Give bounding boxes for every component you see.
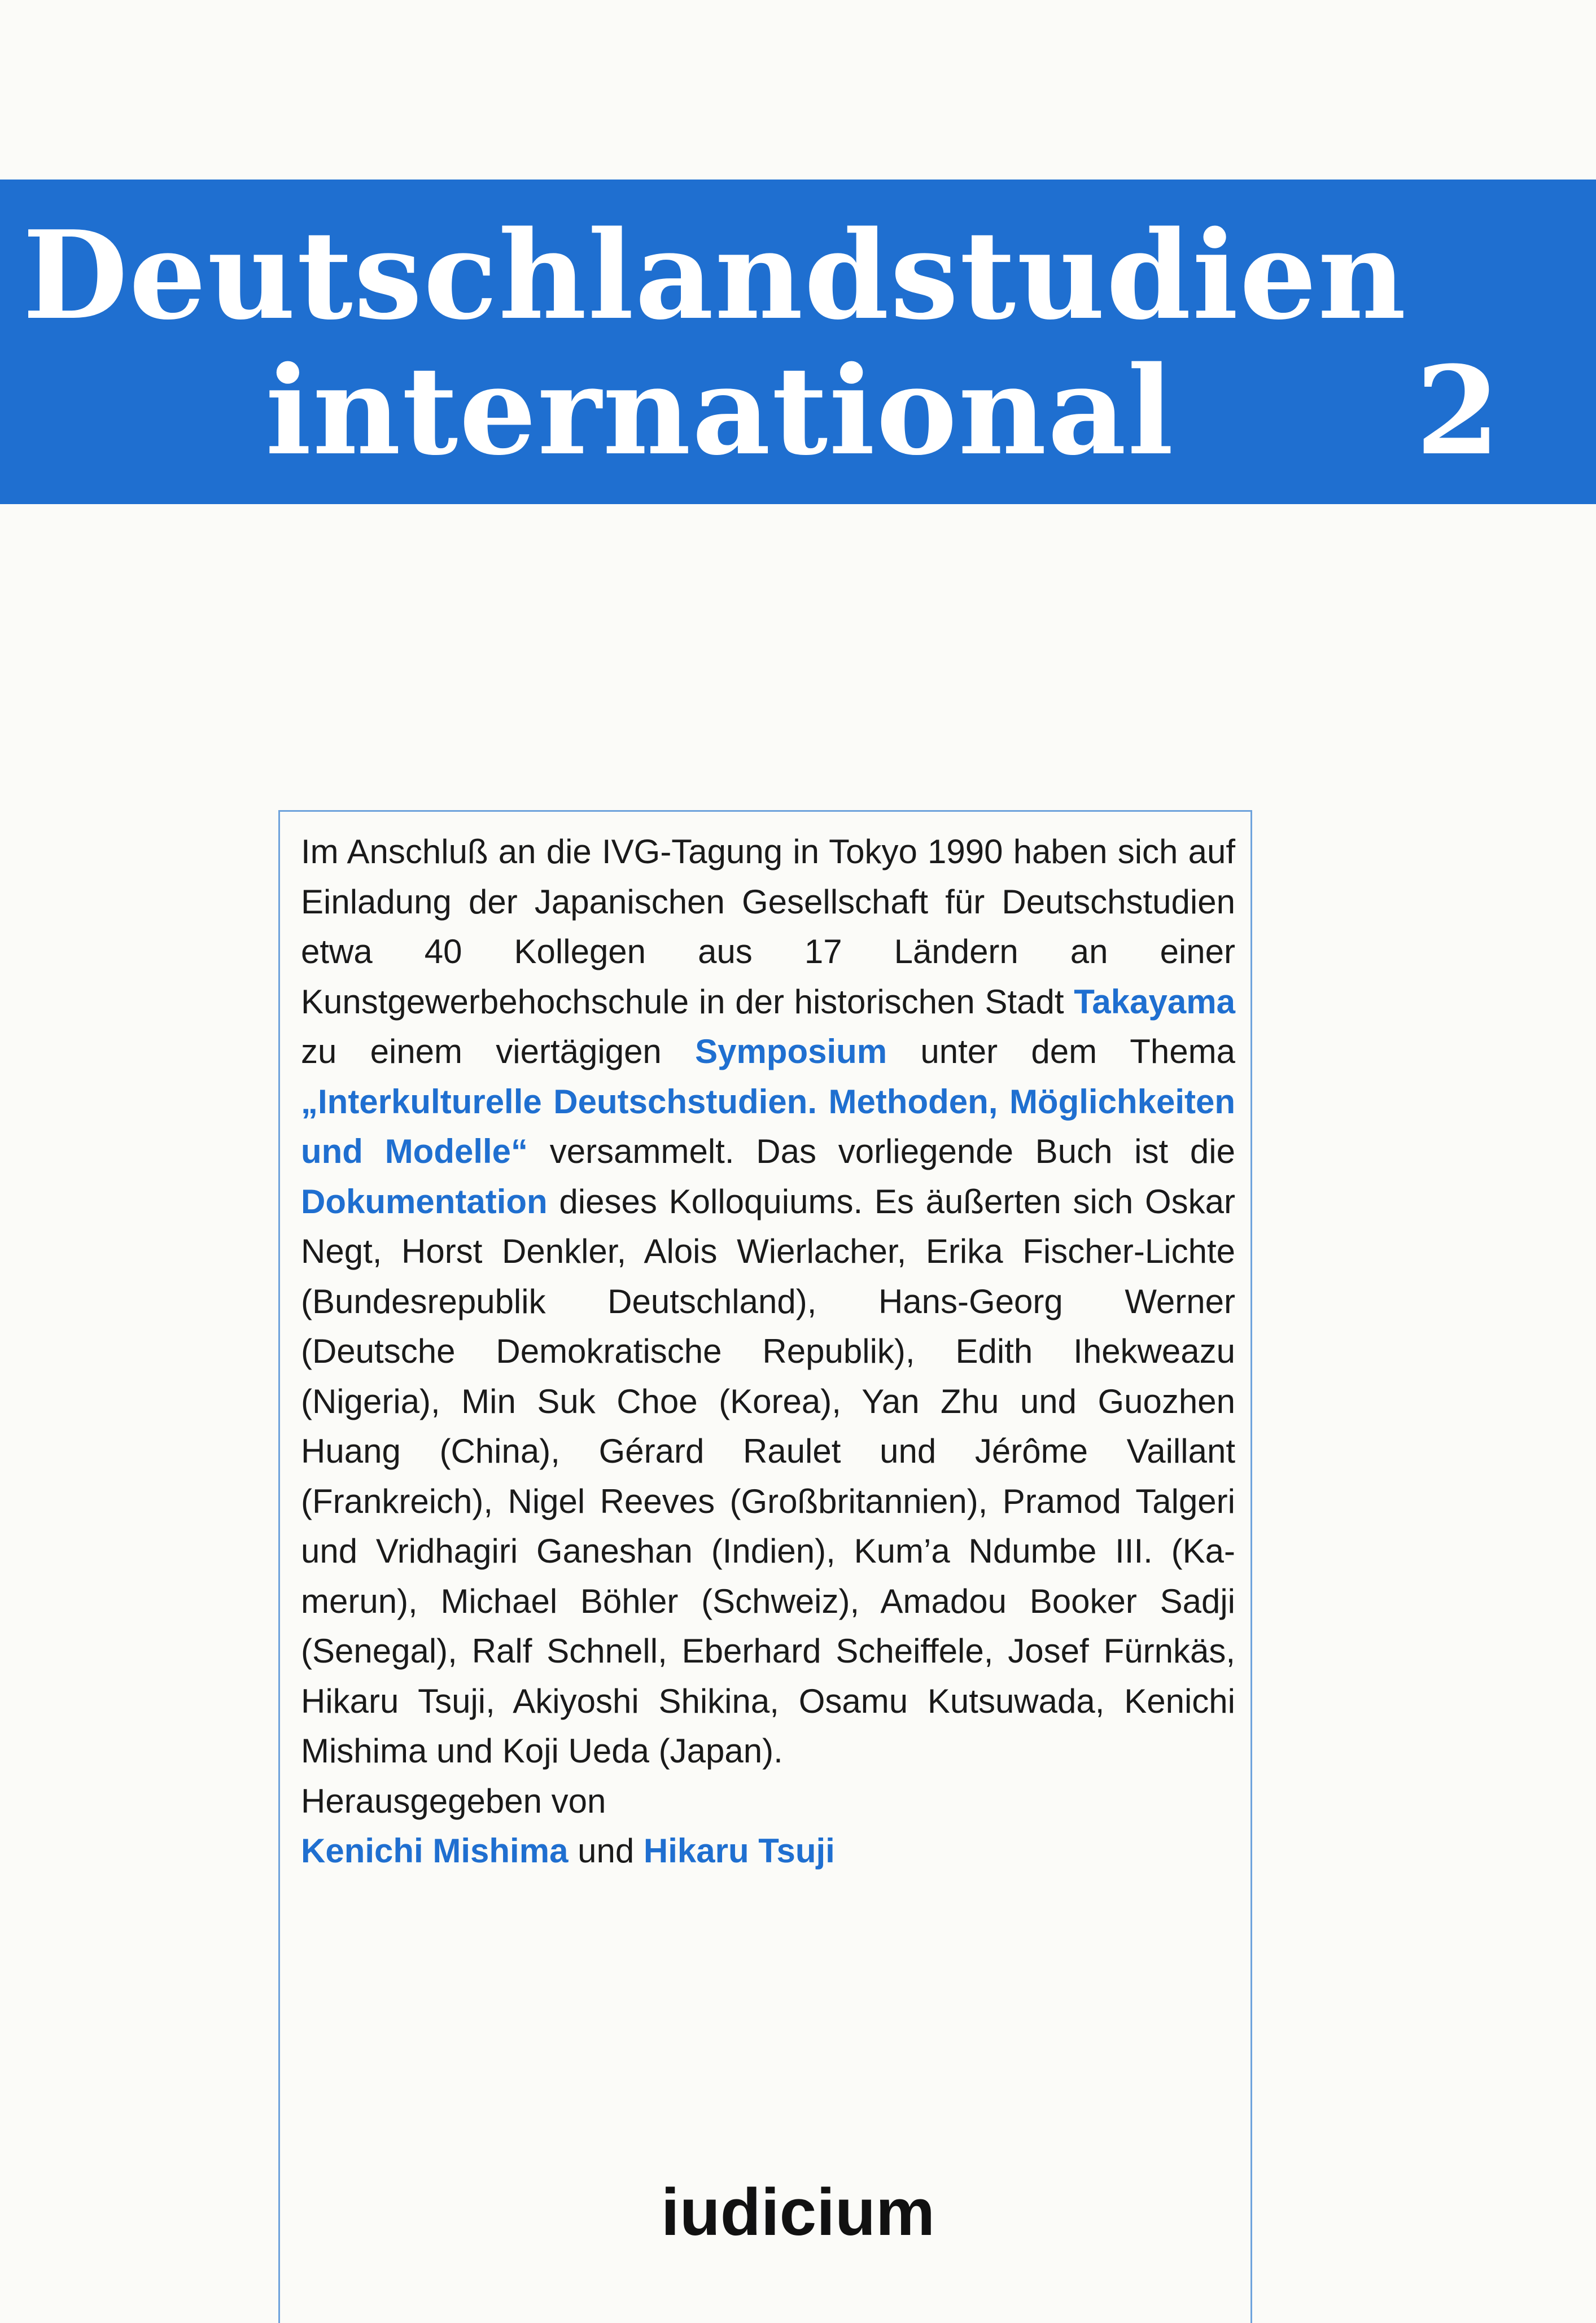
blurb-segment: dieses Kolloquiums. Es äußerten sich Oskar Negt, Horst Denkler, Alois Wierlacher, Erika Fischer-Lichte (Bundesrepublik Deutschland), Hans-Georg Werner (Deutsche Demokratische Republik), Edith Ihekweazu (Nigeria), Min Suk Choe (Korea), Yan Zhu und Guozhen Huang (China), Gérard Raulet und Jérôme Vaillant (Frankreich), Nigel Reeves (Großbritannien), Pramod Talgeri und Vridhagiri Ganeshan (Indien), Kum’a Ndumbe III. (Kamerun), Michael Böhler (Schweiz), Amadou Booker Sadji (Senegal), Ralf Schnell, Eberhard Scheiffele, Josef Fürnkäs, Hikaru Tsuji, Akiyoshi Shikina, Osamu Kutsuwada, Kenichi Mishima und Koji Ueda (Japan). <box>301 1182 1235 1770</box>
editors-label: Herausgegeben von <box>301 1782 606 1820</box>
blurb-segment: versammelt. Das vorliegende Buch ist die <box>528 1132 1235 1170</box>
series-title-line-2: international <box>265 339 1175 482</box>
editors-conjunction: und <box>568 1832 644 1870</box>
volume-number: 2 <box>1415 339 1500 482</box>
highlight-theme: „Interkulturelle Deutschstudien. Methoden, Möglichkeiten und Modelle“ <box>301 1082 1235 1170</box>
highlight-documentation: Dokumentation <box>301 1182 548 1220</box>
publisher-name: iudicium <box>661 2175 935 2250</box>
editor-name: Kenichi Mishima <box>301 1832 569 1870</box>
blurb-segment: Im Anschluß an die IVG-Tagung in Tokyo 1990 haben sich auf Einladung der Japanischen Gesellschaft für Deutschstudien etwa 40 Kollegen aus 17 Ländern an einer Kunstgewerbehochschule in der historischen Stadt <box>301 833 1235 1021</box>
series-title-line-1: Deutschlandstudien <box>23 204 1407 347</box>
highlight-place: Takayama <box>1074 982 1235 1021</box>
editor-name: Hikaru Tsuji <box>643 1832 835 1870</box>
editors-line <box>301 1826 1235 1876</box>
blurb-segment: zu einem viertägigen <box>301 1033 696 1070</box>
highlight-event: Symposium <box>695 1033 887 1070</box>
blurb-segment: unter dem Thema <box>887 1033 1236 1070</box>
blurb-text <box>301 827 1235 1876</box>
